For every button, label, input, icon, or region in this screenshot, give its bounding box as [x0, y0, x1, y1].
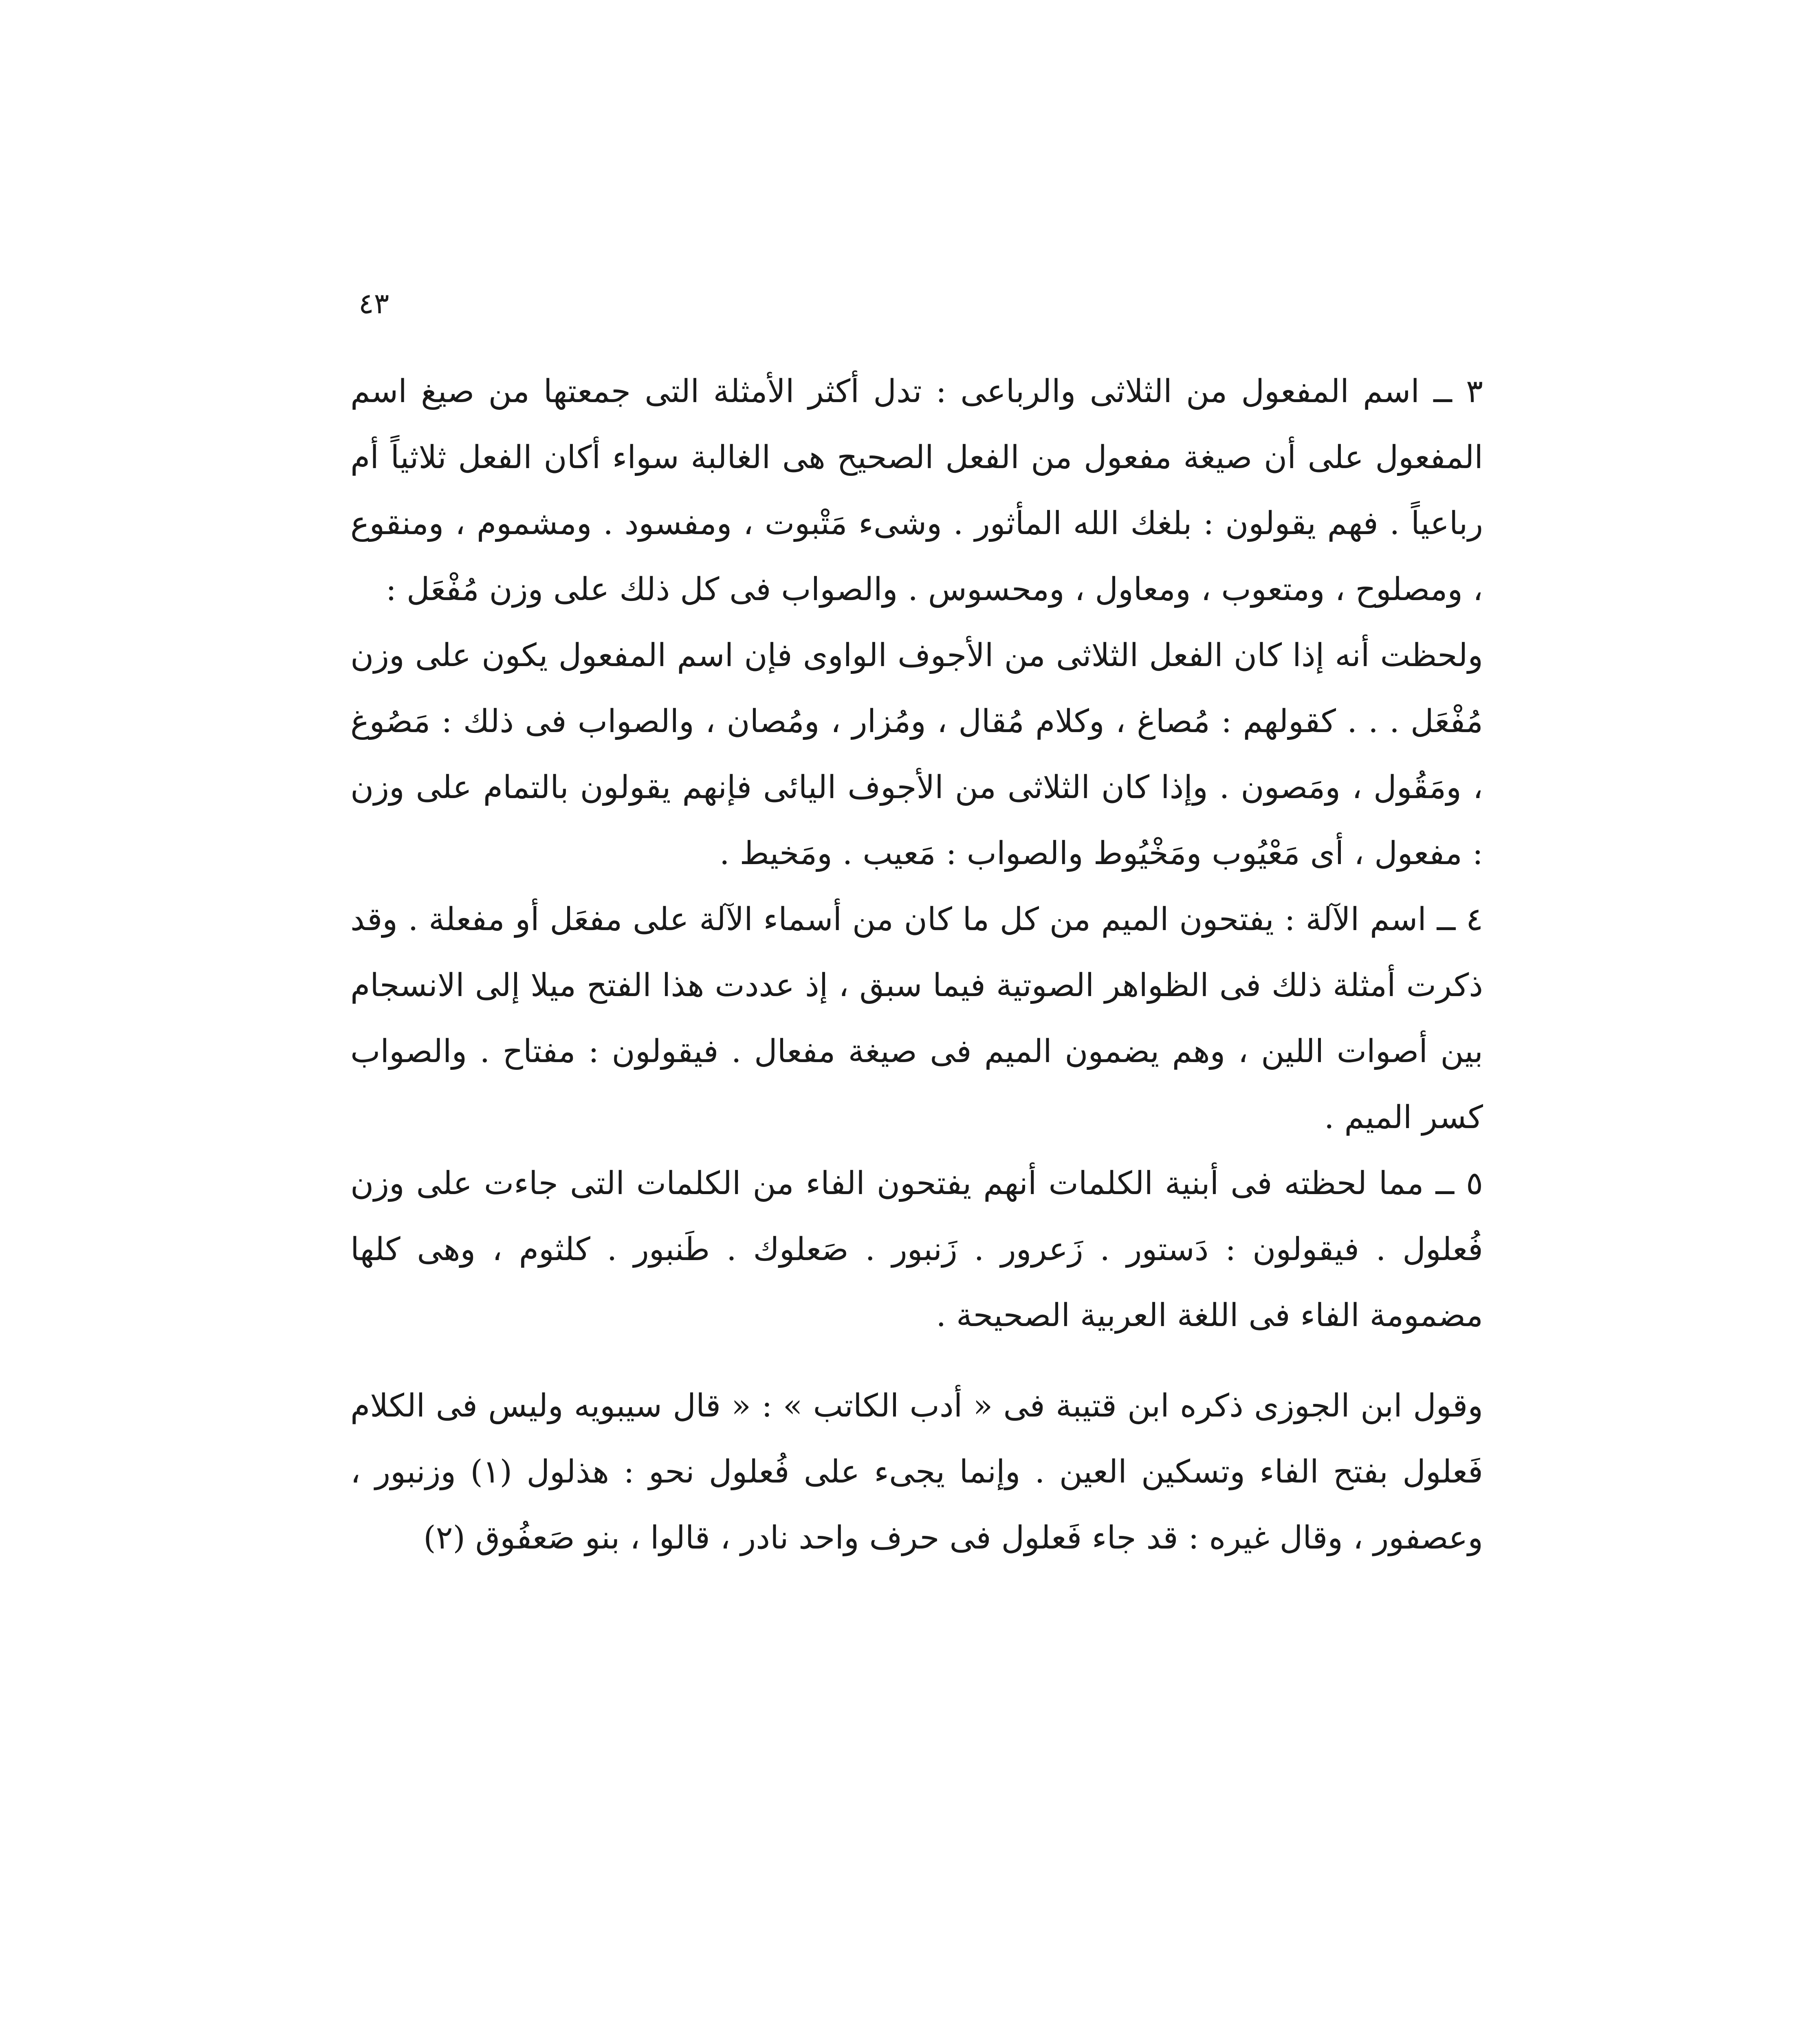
page-number: ٤٣ — [359, 287, 390, 320]
paragraph-passive-participle: ٣ ــ اسم المفعول من الثلاثى والرباعى : تدل أكثر الأمثلة التى جمعتها من صيغ اسم المفعول على أن صيغة مفعول من الفعل الصحيح هى الغالبة سواء أكان الفعل ثلاثياً أم رباعياً . فهم يقولون : بلغك الله المأثور . وشىء مَتْبوت ، ومفسود . ومشموم ، ومنقوع ، ومصلوح ، ومتعوب ، ومعاول ، ومحسوس . والصواب فى كل ذلك على وزن مُفْعَل : — [350, 373, 1483, 608]
paragraph-fulool-pattern: ٥ ــ مما لحظته فى أبنية الكلمات أنهم يفتحون الفاء من الكلمات التى جاءت على وزن فُعلول . فيقولون : دَستور . زَعرور . زَنبور . صَعلوك . طَنبور . كلثوم ، وهى كلها مضمومة الفاء فى اللغة العربية الصحيحة . — [350, 1165, 1483, 1334]
main-text — [350, 359, 1483, 1571]
paragraph-instrument-noun: ٤ ــ اسم الآلة : يفتحون الميم من كل ما كان من أسماء الآلة على مفعَل أو مفعلة . وقد ذكرت أمثلة ذلك فى الظواهر الصوتية فيما سبق ، إذ عددت هذا الفتح ميلا إلى الانسجام بين أصوات اللين ، وهم يضمون الميم فى صيغة مفعال . فيقولون : مفتاح . والصواب كسر الميم . — [350, 901, 1483, 1136]
paragraph-ibn-al-jawzi-quote: وقول ابن الجوزى ذكره ابن قتيبة فى « أدب الكاتب » : « قال سيبويه وليس فى الكلام فَعلول بفتح الفاء وتسكين العين . وإنما يجىء على فُعلول نحو : هذلول (١) وزنبور ، وعصفور ، وقال غيره : قد جاء فَعلول فى حرف واحد نادر ، قالوا ، بنو صَعفُوق (٢) — [350, 1388, 1483, 1556]
paragraph-hollow-verb: ولحظت أنه إذا كان الفعل الثلاثى من الأجوف الواوى فإن اسم المفعول يكون على وزن مُفْعَل . . . كقولهم : مُصاغ ، وكلام مُقال ، ومُزار ، ومُصان ، والصواب فى ذلك : مَصُوغ ، ومَقُول ، ومَصون . وإذا كان الثلاثى من الأجوف اليائى فإنهم يقولون بالتمام على وزن : مفعول ، أى مَعْيُوب ومَخْيُوط والصواب : مَعيب . ومَخيط . — [350, 637, 1483, 872]
